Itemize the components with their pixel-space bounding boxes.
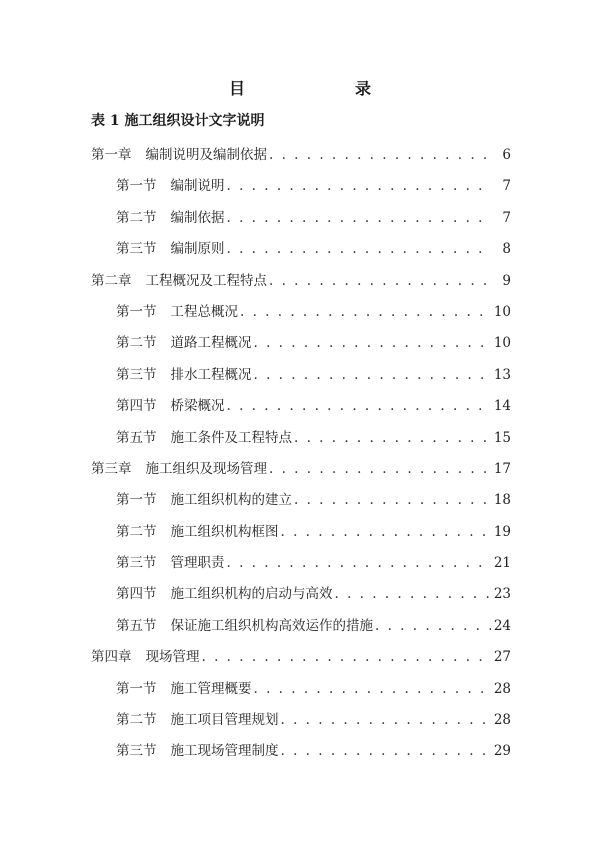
dot-leader xyxy=(335,579,492,610)
entry-page-number: 17 xyxy=(493,460,511,477)
entry-title: 编制说明及编制依据 xyxy=(145,147,267,163)
entry-number: 第四章 xyxy=(91,649,132,666)
entry-title: 现场管理 xyxy=(145,649,200,666)
toc-section-entry[interactable] xyxy=(91,517,511,548)
entry-number: 第五节 xyxy=(116,617,157,634)
dot-leader xyxy=(254,360,492,391)
entry-page-number: 7 xyxy=(502,178,511,195)
dot-leader xyxy=(281,517,492,548)
entry-number: 第二节 xyxy=(116,335,157,352)
toc-section-entry[interactable] xyxy=(91,423,511,454)
toc-section-entry[interactable] xyxy=(91,171,511,202)
dot-leader xyxy=(281,705,492,736)
toc-section-entry[interactable] xyxy=(91,579,511,610)
entry-page-number: 9 xyxy=(502,272,511,289)
entry-number: 第三节 xyxy=(116,743,157,760)
entry-title: 施工组织机构框图 xyxy=(170,523,279,540)
entry-title: 排水工程概况 xyxy=(170,366,252,383)
entry-number: 第三节 xyxy=(116,555,157,572)
toc-chapter-entry[interactable] xyxy=(91,642,511,673)
toc-section-entry[interactable] xyxy=(91,234,511,265)
entry-page-number: 19 xyxy=(493,523,511,540)
entry-title: 保证施工组织机构高效运作的措施 xyxy=(170,617,373,634)
entry-number: 第四节 xyxy=(116,586,157,603)
entry-page-number: 6 xyxy=(502,147,511,163)
entry-title: 编制依据 xyxy=(170,209,225,226)
entry-number: 第四节 xyxy=(116,398,157,415)
entry-page-number: 24 xyxy=(493,617,511,634)
entry-page-number: 21 xyxy=(493,555,511,572)
dot-leader xyxy=(240,297,491,328)
page-title: 目 录 xyxy=(228,79,397,98)
entry-title: 工程概况及工程特点 xyxy=(145,272,267,289)
entry-page-number: 8 xyxy=(502,241,511,258)
dot-leader xyxy=(281,736,492,767)
toc-section-entry[interactable] xyxy=(91,548,511,579)
entry-number: 第二节 xyxy=(116,523,157,540)
dot-leader xyxy=(269,454,491,485)
entry-number: 第三章 xyxy=(91,460,132,477)
entry-number: 第二章 xyxy=(91,272,132,289)
toc-section-entry[interactable] xyxy=(91,360,511,391)
dot-leader xyxy=(227,171,492,202)
entry-number: 第三节 xyxy=(116,366,157,383)
entry-title: 施工组织机构的启动与高效 xyxy=(170,586,333,603)
entry-title: 施工条件及工程特点 xyxy=(170,429,292,446)
entry-page-number: 29 xyxy=(493,743,511,760)
toc-section-entry[interactable] xyxy=(91,391,511,422)
dot-leader xyxy=(254,328,492,359)
entry-title: 施工组织及现场管理 xyxy=(145,460,267,477)
dot-leader xyxy=(227,203,492,234)
toc-section-entry[interactable] xyxy=(91,611,511,642)
dot-leader xyxy=(375,611,491,642)
entry-number: 第一节 xyxy=(116,492,157,509)
dot-leader xyxy=(254,674,492,705)
entry-page-number: 23 xyxy=(493,586,511,603)
toc-section-entry[interactable] xyxy=(91,736,511,767)
dot-leader xyxy=(202,642,492,673)
entry-page-number: 15 xyxy=(493,429,511,446)
dot-leader xyxy=(227,391,492,422)
toc-chapter-entry[interactable] xyxy=(91,266,511,297)
toc-section-entry[interactable] xyxy=(91,203,511,234)
entry-number: 第二节 xyxy=(116,209,157,226)
entry-number: 第一章 xyxy=(91,147,132,163)
entry-page-number: 10 xyxy=(493,303,511,320)
entry-page-number: 14 xyxy=(493,398,511,415)
dot-leader xyxy=(294,485,491,516)
toc-chapter-entry[interactable] xyxy=(91,140,511,171)
entry-page-number: 27 xyxy=(493,649,511,666)
entry-number: 第一节 xyxy=(116,178,157,195)
entry-title: 道路工程概况 xyxy=(170,335,252,352)
entry-page-number: 13 xyxy=(493,366,511,383)
table-heading: 表 1 施工组织设计文字说明 xyxy=(91,113,265,129)
toc-section-entry[interactable] xyxy=(91,674,511,705)
entry-title: 桥梁概况 xyxy=(170,398,225,415)
toc-section-entry[interactable] xyxy=(91,705,511,736)
entry-page-number: 7 xyxy=(502,209,511,226)
entry-page-number: 28 xyxy=(493,680,511,697)
toc-section-entry[interactable] xyxy=(91,297,511,328)
entry-title: 编制原则 xyxy=(170,241,225,258)
entry-title: 施工现场管理制度 xyxy=(170,743,279,760)
entry-title: 施工组织机构的建立 xyxy=(170,492,292,509)
toc-section-entry[interactable] xyxy=(91,485,511,516)
entry-page-number: 18 xyxy=(493,492,511,509)
entry-number: 第一节 xyxy=(116,680,157,697)
toc-section-entry[interactable] xyxy=(91,328,511,359)
table-of-contents xyxy=(91,140,511,768)
entry-title: 编制说明 xyxy=(170,178,225,195)
entry-number: 第二节 xyxy=(116,712,157,729)
entry-title: 施工项目管理规划 xyxy=(170,712,279,729)
entry-title: 施工管理概要 xyxy=(170,680,252,697)
entry-page-number: 10 xyxy=(493,335,511,352)
dot-leader xyxy=(294,423,491,454)
entry-number: 第三节 xyxy=(116,241,157,258)
dot-leader xyxy=(269,140,491,171)
entry-number: 第一节 xyxy=(116,303,157,320)
entry-number: 第五节 xyxy=(116,429,157,446)
entry-title: 管理职责 xyxy=(170,555,225,572)
entry-title: 工程总概况 xyxy=(170,303,238,320)
toc-chapter-entry[interactable] xyxy=(91,454,511,485)
dot-leader xyxy=(227,234,492,265)
dot-leader xyxy=(269,266,491,297)
dot-leader xyxy=(227,548,492,579)
entry-page-number: 28 xyxy=(493,712,511,729)
